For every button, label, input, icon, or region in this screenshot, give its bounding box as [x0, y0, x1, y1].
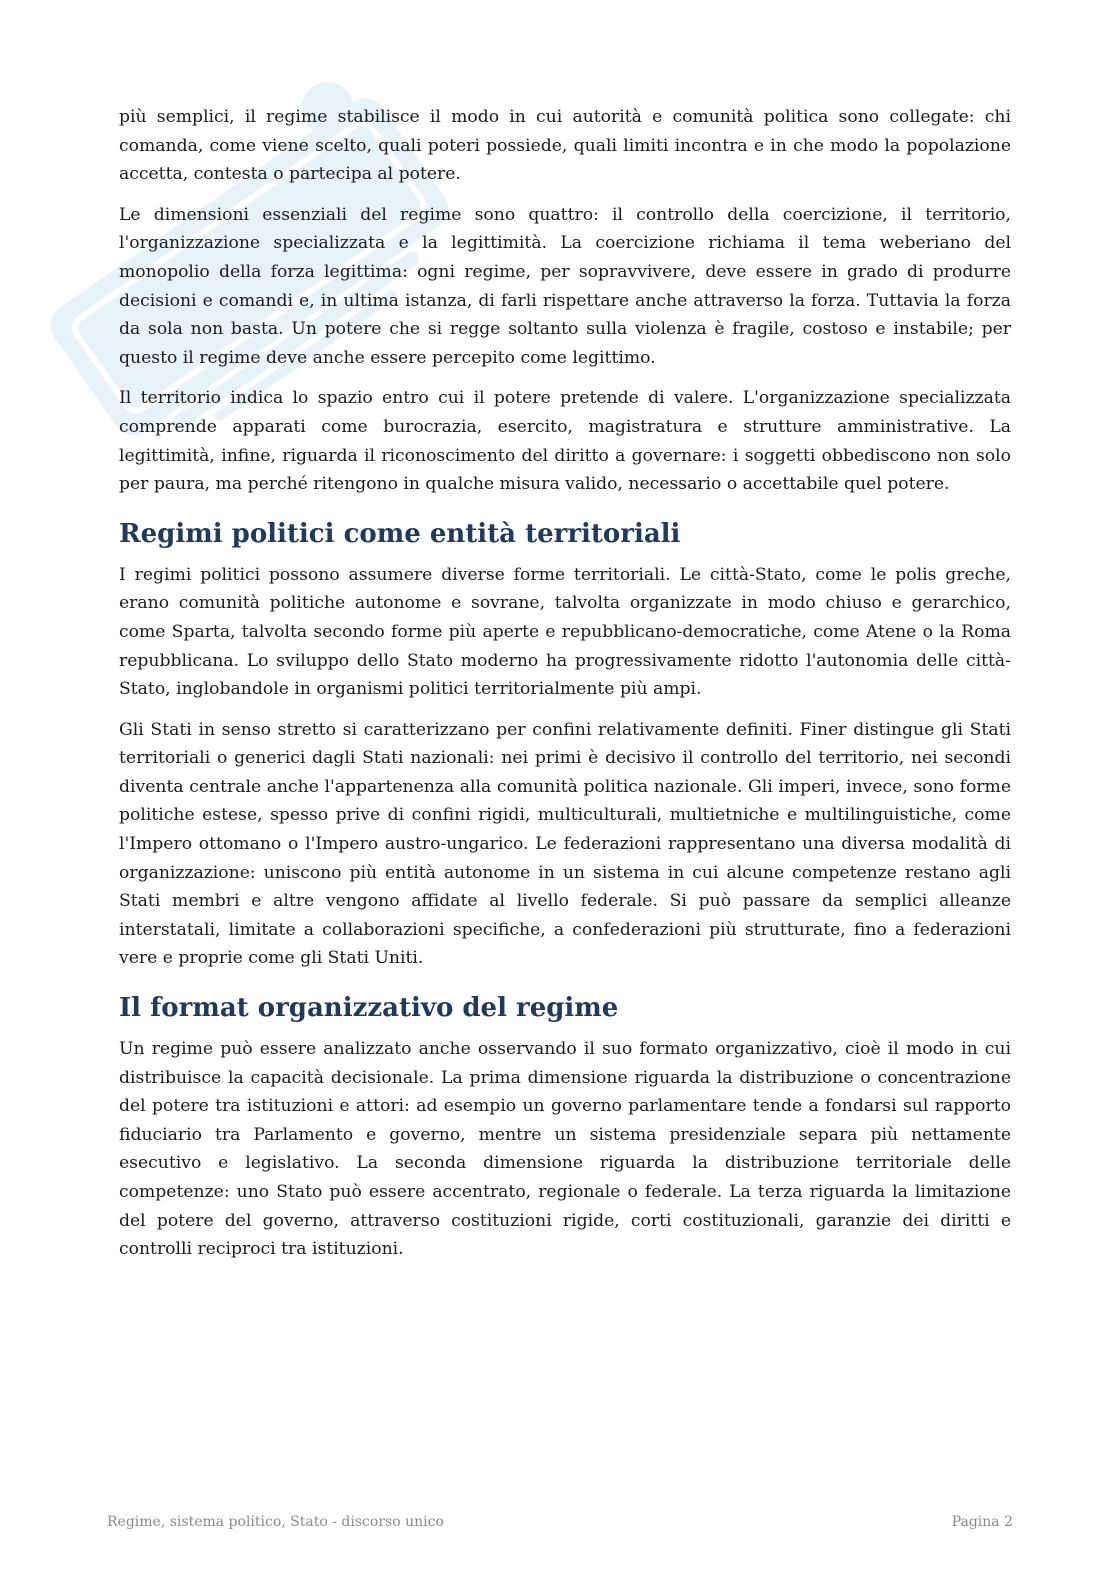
paragraph: Il territorio indica lo spazio entro cui il potere pretende di valere. L'organizzazione specializzata comprende apparati come burocrazia, esercito, magistratura e strutture amministrative. La legittimità, infine, riguarda il riconoscimento del diritto a governare: i soggetti obbediscono non solo per paura, ma perché ritengono in qualche misura valido, necessario o accettabile quel potere. [119, 388, 1011, 495]
paragraph: Un regime può essere analizzato anche osservando il suo formato organizzativo, cioè il modo in cui distribuisce la capacità decisionale. La prima dimensione riguarda la distribuzione o concentrazione del potere tra istituzioni e attori: ad esempio un governo parlamentare tende a fondarsi sul rapporto fiduciario tra Parlamento e governo, mentre un sistema presidenziale separa più nettamente esecutivo e legislativo. La seconda dimensione riguarda la distribuzione territoriale delle competenze: uno Stato può essere accentrato, regionale o federale. La terza riguarda la limitazione del potere del governo, attraverso costituzioni rigide, corti costituzionali, garanzie dei diritti e controlli reciproci tra istituzioni. [119, 1039, 1011, 1260]
paragraph: I regimi politici possono assumere diverse forme territoriali. Le città-Stato, come le polis greche, erano comunità politiche autonome e sovrane, talvolta organizzate in modo chiuso e gerarchico, come Sparta, talvolta secondo forme più aperte e repubblicano-democratiche, come Atene o la Roma repubblicana. Lo sviluppo dello Stato moderno ha progressivamente ridotto l'autonomia delle città-Stato, inglobandole in organismi politici territorialmente più ampi. [119, 564, 1011, 700]
footer-document-title: Regime, sistema politico, Stato - discorso unico [107, 1514, 444, 1530]
document-body [119, 103, 1011, 1276]
page-footer [107, 1514, 1013, 1530]
paragraph: Le dimensioni essenziali del regime sono quattro: il controllo della coercizione, il territorio, l'organizzazione specializzata e la legittimità. La coercizione richiama il tema weberiano del monopolio della forza legittima: ogni regime, per sopravvivere, deve essere in grado di produrre decisioni e comandi e, in ultima istanza, di farli rispettare anche attraverso la forza. Tuttavia la forza da sola non basta. Un potere che si regge soltanto sulla violenza è fragile, costoso e instabile; per questo il regime deve anche essere percepito come legittimo. [119, 204, 1011, 368]
paragraph: più semplici, il regime stabilisce il modo in cui autorità e comunità politica sono collegate: chi comanda, come viene scelto, quali poteri possiede, quali limiti incontra e in che modo la popolazione accetta, contesta o partecipa al potere. [119, 107, 1011, 185]
section-heading: Il format organizzativo del regime [119, 993, 619, 1024]
paragraph: Gli Stati in senso stretto si caratterizzano per confini relativamente definiti. Finer distingue gli Stati territoriali o generici dagli Stati nazionali: nei primi è decisivo il controllo del territorio, nei secondi diventa centrale anche l'appartenenza alla comunità politica nazionale. Gli imperi, invece, sono forme politiche estese, spesso prive di confini rigidi, multiculturali, multietniche e multilinguistiche, come l'Impero ottomano o l'Impero austro-ungarico. Le federazioni rappresentano una diversa modalità di organizzazione: uniscono più entità autonome in un sistema in cui alcune competenze restano agli Stati membri e altre vengono affidate al livello federale. Si può passare da semplici alleanze interstatali, limitate a collaborazioni specifiche, a confederazioni più strutturate, fino a federazioni vere e proprie come gli Stati Uniti. [119, 719, 1011, 969]
section-heading: Regimi politici come entità territoriali [119, 518, 681, 549]
footer-page-number: Pagina 2 [951, 1514, 1013, 1530]
